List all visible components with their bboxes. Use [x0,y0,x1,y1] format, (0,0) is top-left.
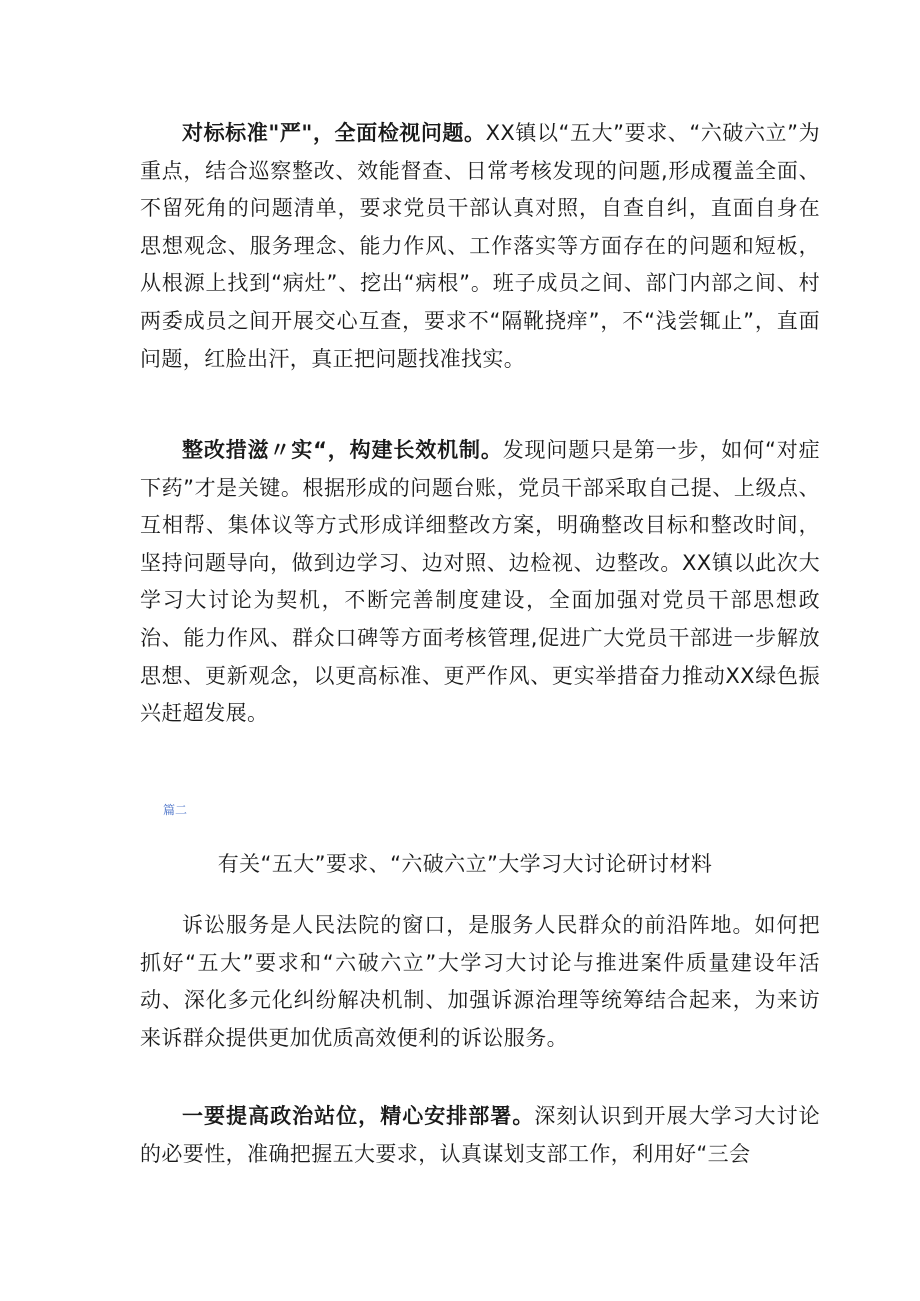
paragraph-lead: 对标标准"严"，全面检视问题。 [182,121,486,145]
paragraph-lead: 整改措滋〃实“，构建长效机制。 [182,438,503,462]
paragraph-lead: 一要提高政治站位，精心安排部署。 [182,1104,535,1128]
section-label: 篇二 [163,803,188,817]
paragraph-point-one [140,1098,820,1173]
paragraph-body: XX镇以“五大”要求、“六破六立”为重点，结合巡察整改、效能督查、日常考核发现的问题,形成覆盖全面、不留死角的问题清单，要求党员干部认真对照，自查自纠，直面自身在思想观念、服务理念、能力作风、工作落实等方面存在的问题和短板，从根源上找到“病灶”、挖出“病根”。班子成员之间、部门内部之间、村两委成员之间开展交心互查，要求不“隔靴挠痒”，不“浅尝辄止”，直面问题，红脸出汗，真正把问题找准找实。 [140,121,820,371]
intro-paragraph: 诉讼服务是人民法院的窗口，是服务人民群众的前沿阵地。如何把抓好“五大”要求和“六破六立”大学习大讨论与推进案件质量建设年活动、深化多元化纠纷解决机制、加强诉源治理等统筹结合起来，为来访来诉群众提供更加优质高效便利的诉讼服务。 [140,913,820,1050]
paragraph-rectification [140,432,820,733]
paragraph-body: 深刻认识到开展大学习大讨论的必要性，准确把握五大要求，认真谋划支部工作，利用好“三会 [140,1104,820,1166]
paragraph-review-problems [140,115,820,378]
paragraph-body: 发现问题只是第一步，如何“对症下药”才是关键。根据形成的问题台账，党员干部采取自己提、上级点、互相帮、集体议等方式形成详细整改方案，明确整改目标和整改时间，坚持问题导向，做到边学习、边对照、边检视、边整改。XX镇以此次大学习大讨论为契机，不断完善制度建设，全面加强对党员干部思想政治、能力作风、群众口碑等方面考核管理,促进广大党员干部进一步解放思想、更新观念，以更高标准、更严作风、更实举措奋力推动XX绿色振兴赶超发展。 [140,438,820,726]
document-title: 有关“五大”要求、“六破六立”大学习大讨论研讨材料 [217,852,713,876]
